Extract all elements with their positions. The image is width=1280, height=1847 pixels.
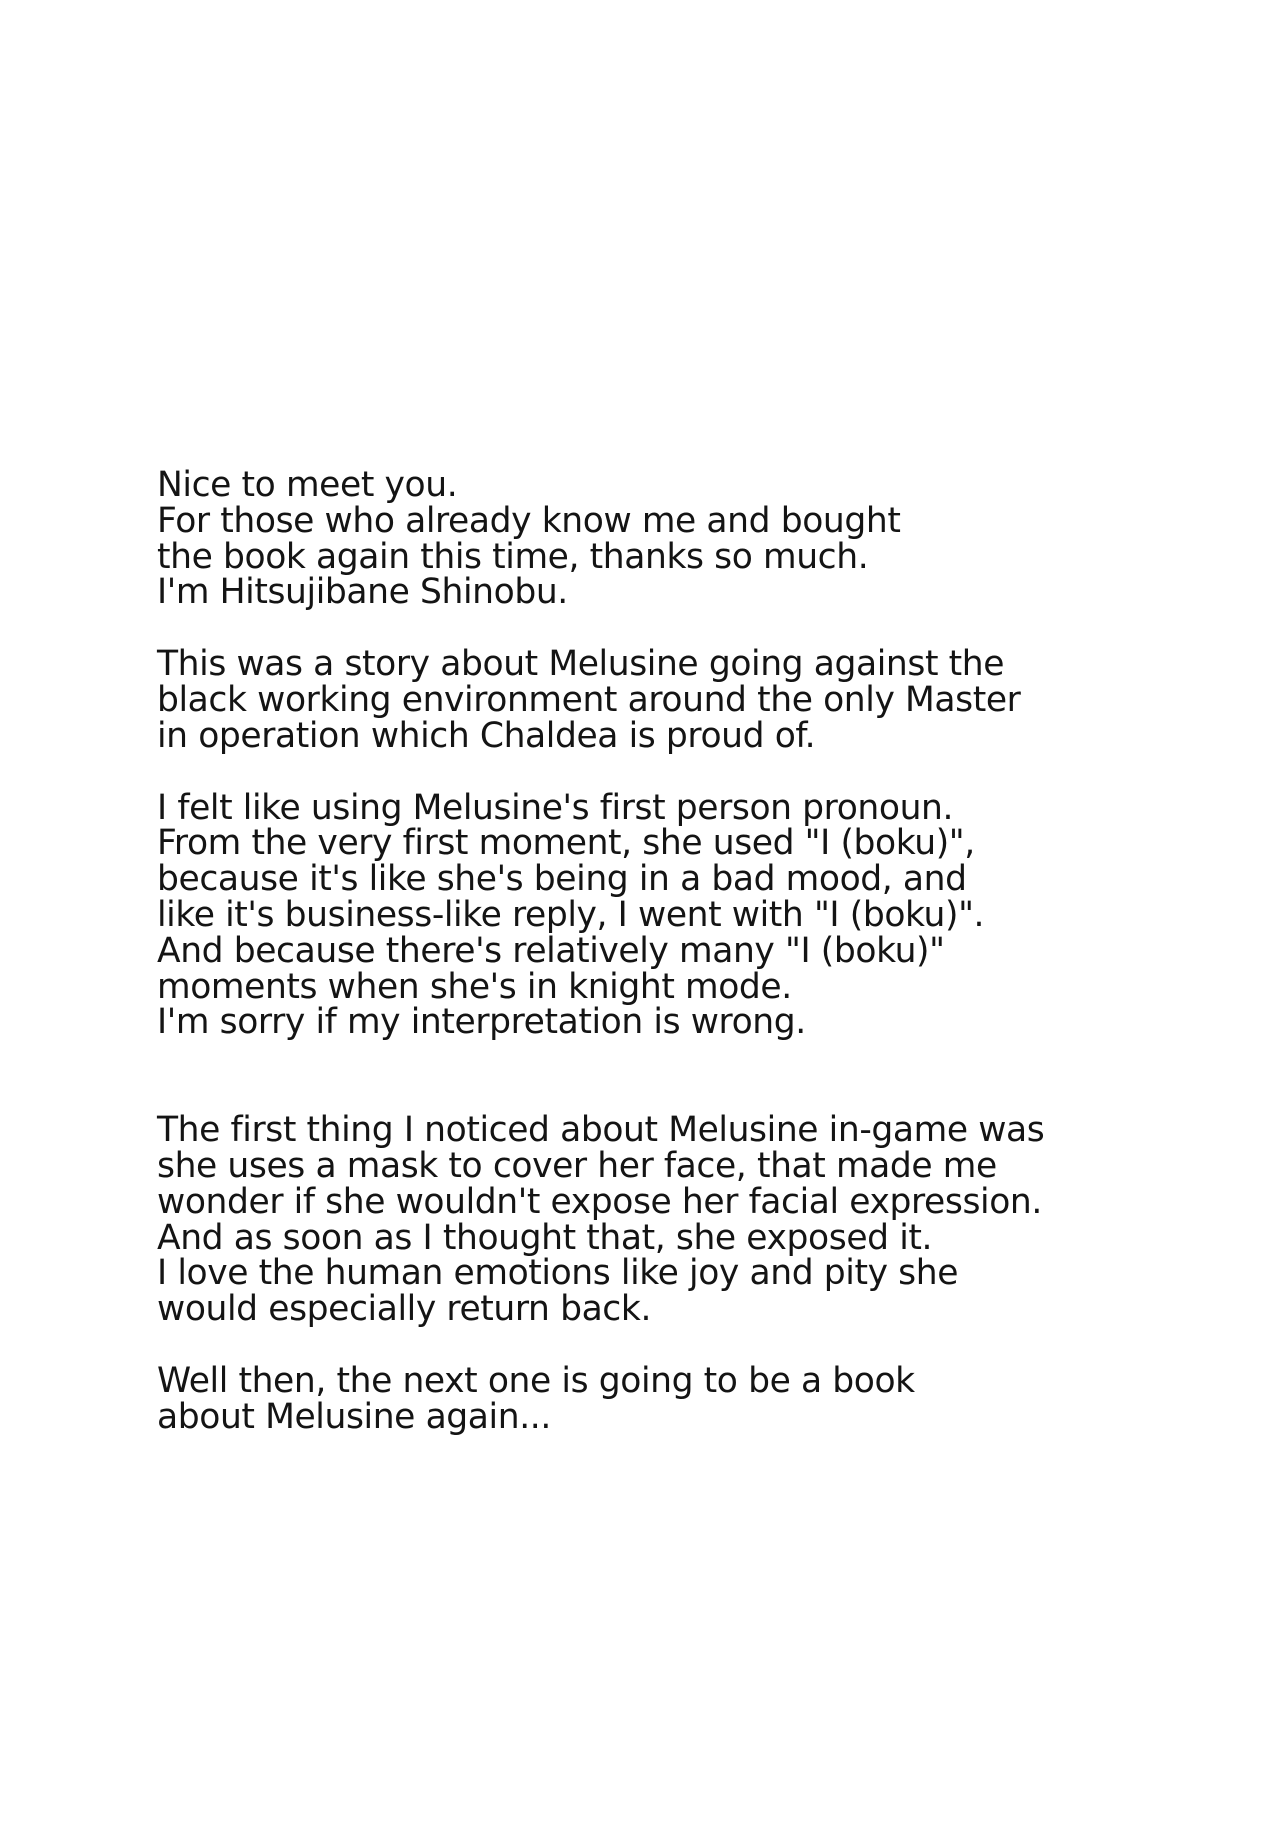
text-line: I'm sorry if my interpretation is wrong. xyxy=(157,1002,806,1043)
text-line: black working environment around the only Master xyxy=(157,679,1021,720)
text-line: And as soon as I thought that, she exposed it. xyxy=(157,1217,933,1258)
text-line: And because there's relatively many "I (boku)" xyxy=(157,930,945,971)
text-line: moments when she's in knight mode. xyxy=(157,966,792,1007)
text-line: Well then, the next one is going to be a book xyxy=(157,1360,915,1401)
text-line: The first thing I noticed about Melusine in-game was xyxy=(157,1110,1045,1151)
text-line: she uses a mask to cover her face, that made me xyxy=(157,1145,997,1186)
text-line: in operation which Chaldea is proud of. xyxy=(157,715,816,756)
paragraph-pronoun xyxy=(157,787,1217,1043)
text-line: about Melusine again... xyxy=(157,1396,551,1437)
paragraph-story xyxy=(157,644,1217,756)
text-line: I love the human emotions like joy and pity she xyxy=(157,1253,959,1294)
text-line: wonder if she wouldn't expose her facial expression. xyxy=(157,1181,1042,1222)
paragraph-closing xyxy=(157,1360,1217,1437)
paragraph-spacer xyxy=(157,1328,1217,1364)
text-line: For those who already know me and bought xyxy=(157,500,901,541)
paragraph-spacer xyxy=(157,755,1217,791)
paragraph-spacer xyxy=(157,611,1217,647)
text-line: would especially return back. xyxy=(157,1289,652,1330)
text-line: I'm Hitsujibane Shinobu. xyxy=(157,572,568,613)
text-line: Nice to meet you. xyxy=(157,465,458,505)
afterword-text xyxy=(157,465,1217,1437)
text-line: the book again this time, thanks so much. xyxy=(157,536,869,577)
text-line: because it's like she's being in a bad mood, and xyxy=(157,859,967,900)
text-line: I felt like using Melusine's first person pronoun. xyxy=(157,787,954,828)
text-line: like it's business-like reply, I went with "I (boku)". xyxy=(157,894,985,935)
paragraph-mask xyxy=(157,1110,1217,1330)
paragraph-greeting xyxy=(157,465,1217,613)
text-line: This was a story about Melusine going against the xyxy=(157,644,1005,685)
text-line: From the very first moment, she used "I (boku)", xyxy=(157,823,975,864)
paragraph-spacer xyxy=(157,1041,1217,1113)
